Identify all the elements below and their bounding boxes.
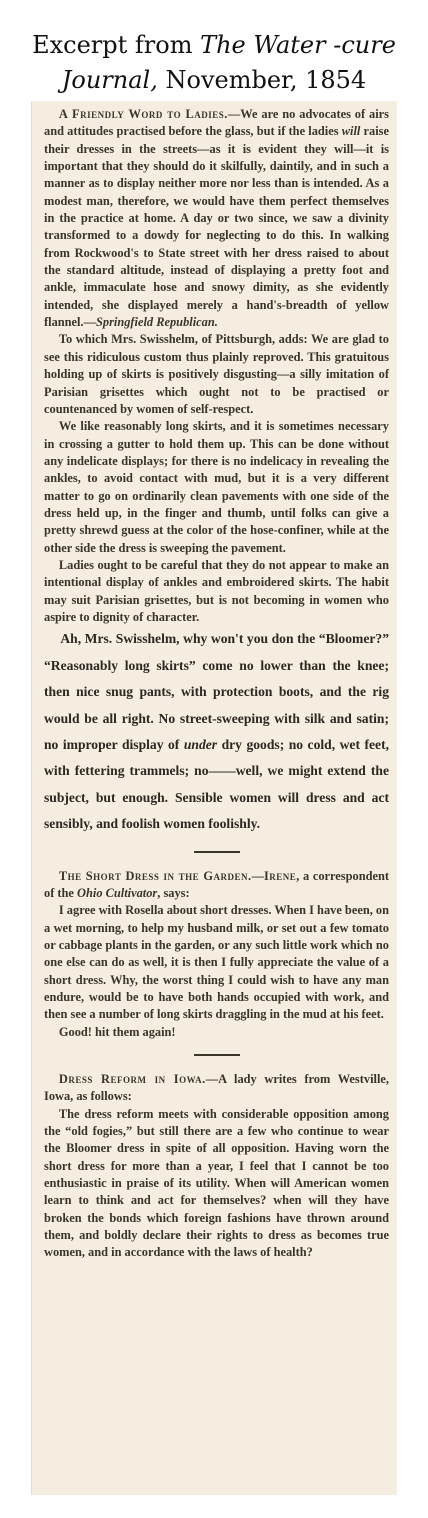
caption-line-2 bbox=[0, 63, 428, 98]
caption-date: November, 1854 bbox=[157, 66, 367, 94]
caption-prefix: Excerpt from bbox=[32, 31, 201, 59]
caption-journal-title: The Water -cure bbox=[200, 31, 396, 59]
article-2-author: Irene bbox=[263, 868, 297, 883]
article-1-heading: A Friendly Word to Ladies. bbox=[58, 107, 228, 121]
article-1-paragraph-2: To which Mrs. Swisshelm, of Pittsburgh, adds: We are glad to see this ridiculous custom thus plainly reproved. This gratuitous holding up of skirts is positively disgusting—a silly imitation of Parisian grisettes which ought not to be practised or countenanced by women of self-respect. bbox=[44, 332, 389, 416]
article-1-text-a: —We are no advocates of airs and attitudes practised before the glass, but if the ladies bbox=[44, 107, 389, 139]
article-1-text-b: raise their dresses in the streets—as it is evident they will—it is important that they should do it skilfully, daintily, and in such a manner as to display neither more nor less than is intended. As a modest man, therefore, we would have them perfect themselves in the practice at home. A day or two since, we saw a divinity transformed to a dowdy for neglecting to do this. In walking from Rockwood's to State street with her dress raised to about the standard altitude, instead of displaying a pretty foot and ankle, immaculate hose and snowy dimity, as she evidently intended, she displayed merely a hand's-breadth of yellow flannel.— bbox=[44, 124, 389, 330]
caption-journal-title-cont: Journal, bbox=[61, 66, 158, 94]
article-2-intro bbox=[44, 868, 389, 903]
article-2-intro-text: , a correspondent of the bbox=[44, 868, 389, 900]
article-1-paragraph-1 bbox=[44, 106, 389, 331]
article-2-intro-end: , says: bbox=[157, 885, 190, 900]
article-1-paragraph-3: We like reasonably long skirts, and it is sometimes necessary in crossing a gutter to hold them up. This can be done without any indelicate displays; for there is no indelicacy in revealing the ankles, to avoid contact with mud, but it is a very different matter to go on ordinarily clean pavements with one side of the dress held up, in the finger and thumb, until folks can give a pretty shrewd guess at the color of the hose-confiner, while at the other side the dress is sweeping the pavement. bbox=[44, 419, 389, 555]
caption-line-1 bbox=[0, 28, 428, 63]
section-divider bbox=[194, 1054, 240, 1056]
article-3-intro-text: —A lady writes from Westville, Iowa, as follows: bbox=[44, 1072, 390, 1104]
article-3-heading: Dress Reform in Iowa. bbox=[58, 1072, 206, 1086]
article-1-emphasis: will bbox=[341, 124, 361, 139]
article-2-dash: — bbox=[251, 868, 264, 883]
article-2-paper-name: Ohio Cultivator bbox=[77, 885, 158, 900]
article-3-intro bbox=[44, 1071, 389, 1106]
newspaper-clipping bbox=[31, 101, 397, 1495]
article-1-p5-text-a: Ah, Mrs. Swisshelm, why won't you don the “Bloomer?” “Reasonably long skirts” come no lower than the knee; then nice snug pants, with protection boots, and the rig would be all right. No street-sweeping with silk and satin; no improper display of bbox=[44, 631, 389, 752]
article-2-paragraph-2: Good! hit them again! bbox=[58, 1024, 176, 1039]
excerpt-caption bbox=[0, 28, 428, 98]
article-2-paragraph-1: I agree with Rosella about short dresses. When I have been, on a wet morning, to help my husband milk, or set out a few tomato or cabbage plants in the garden, or any such little work which no one else can do as well, it is then I fully appreciate the value of a short dress. Why, the worst thing I could wish to have any man endure, would be to have both hands occupied with work, and then see a number of long skirts draggling in the mud at his feet. bbox=[44, 903, 389, 1022]
article-1-paragraph-4: Ladies ought to be careful that they do not appear to make an intentional display of ankles and embroidered skirts. The habit may suit Parisian grisettes, but is not becoming in women who aspire to dignity of character. bbox=[44, 557, 389, 624]
article-1-p5-emphasis: under bbox=[183, 736, 218, 752]
article-2-heading: The Short Dress in the Garden. bbox=[58, 868, 252, 883]
article-1-p5-text-b: dry goods; no cold, wet feet, with fettering trammels; no——well, we might extend the subject, but enough. Sensible women will dress and act sensibly, and foolish women foolishly. bbox=[44, 736, 389, 832]
article-3-paragraph-1: The dress reform meets with considerable opposition among the “old fogies,” but still there are a few who continue to wear the Bloomer dress in spite of all opposition. Having worn the short dress for more than a year, I feel that I cannot be too enthusiastic in praise of its utility. When will American women learn to think and act for themselves? when will they have broken the bonds which foreign fashions have thrown around them, and boldly declare their rights to dress as becomes true women, and in accordance with the laws of health? bbox=[44, 1106, 389, 1260]
article-1-paragraph-5 bbox=[44, 626, 389, 837]
section-divider bbox=[194, 851, 240, 853]
article-1-source: Springfield Republican. bbox=[95, 315, 218, 330]
